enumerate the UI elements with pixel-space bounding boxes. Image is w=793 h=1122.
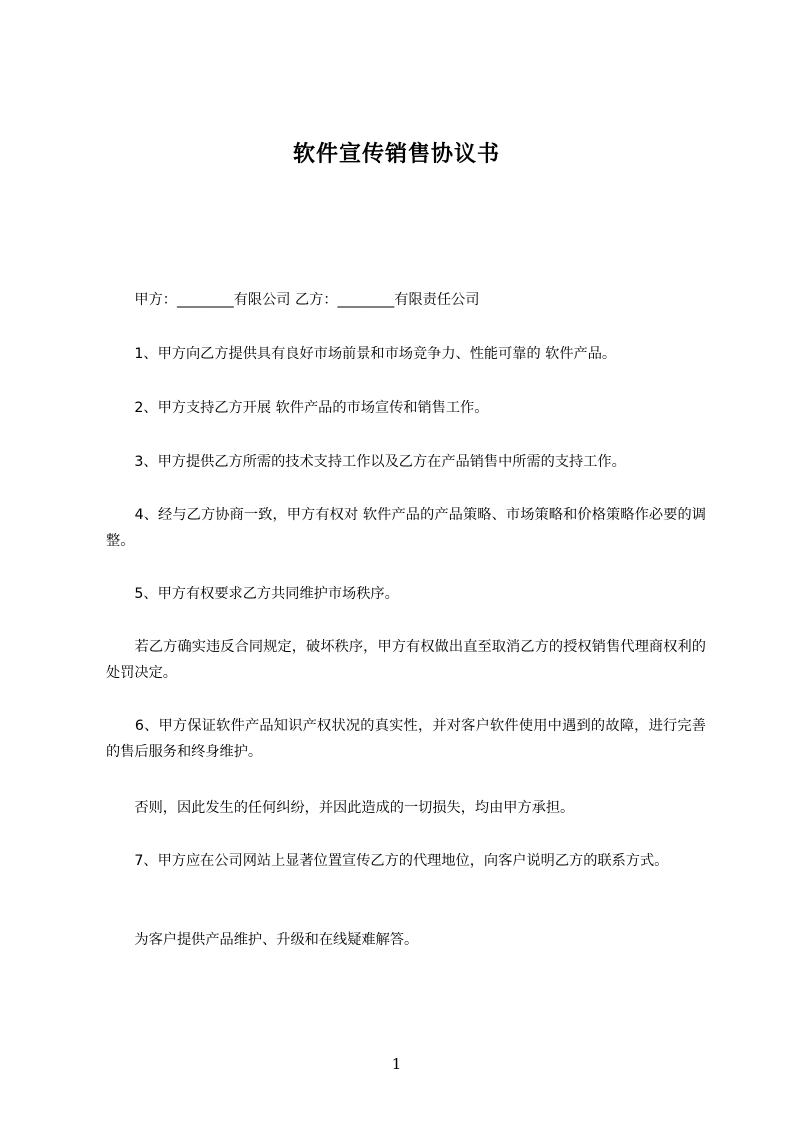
- clause-4: 4、经与乙方协商一致，甲方有权对 软件产品的产品策略、市场策略和价格策略作必要的调整。: [106, 507, 706, 549]
- clause-5-detail: 若乙方确实违反合同规定，破坏秩序，甲方有权做出直至取消乙方的授权销售代理商权利的处罚决定。: [106, 639, 706, 681]
- clause-1: 1、甲方向乙方提供具有良好市场前景和市场竞争力、性能可靠的 软件产品。: [106, 346, 617, 362]
- clause-7-detail: 为客户提供产品维护、升级和在线疑难解答。: [106, 932, 419, 948]
- clause-2: 2、甲方支持乙方开展 软件产品的市场宣传和销售工作。: [106, 400, 489, 416]
- clause-7: 7、甲方应在公司网站上显著位置宣传乙方的代理地位，向客户说明乙方的联系方式。: [106, 853, 669, 869]
- page-number: 1: [391, 1055, 402, 1073]
- clause-6-detail: 否则，因此发生的任何纠纷，并因此造成的一切损失，均由甲方承担。: [106, 800, 575, 816]
- clause-5: 5、甲方有权要求乙方共同维护市场秩序。: [106, 586, 399, 602]
- clause-6: 6、甲方保证软件产品知识产权状况的真实性，并对客户软件使用中遇到的故障，进行完善的售后服务和终身维护。: [106, 718, 706, 760]
- document-title: 软件宣传销售协议书: [292, 142, 500, 167]
- parties-line: 甲方：________有限公司 乙方：________有限责任公司: [106, 292, 480, 308]
- clause-3: 3、甲方提供乙方所需的技术支持工作以及乙方在产品销售中所需的支持工作。: [106, 454, 626, 470]
